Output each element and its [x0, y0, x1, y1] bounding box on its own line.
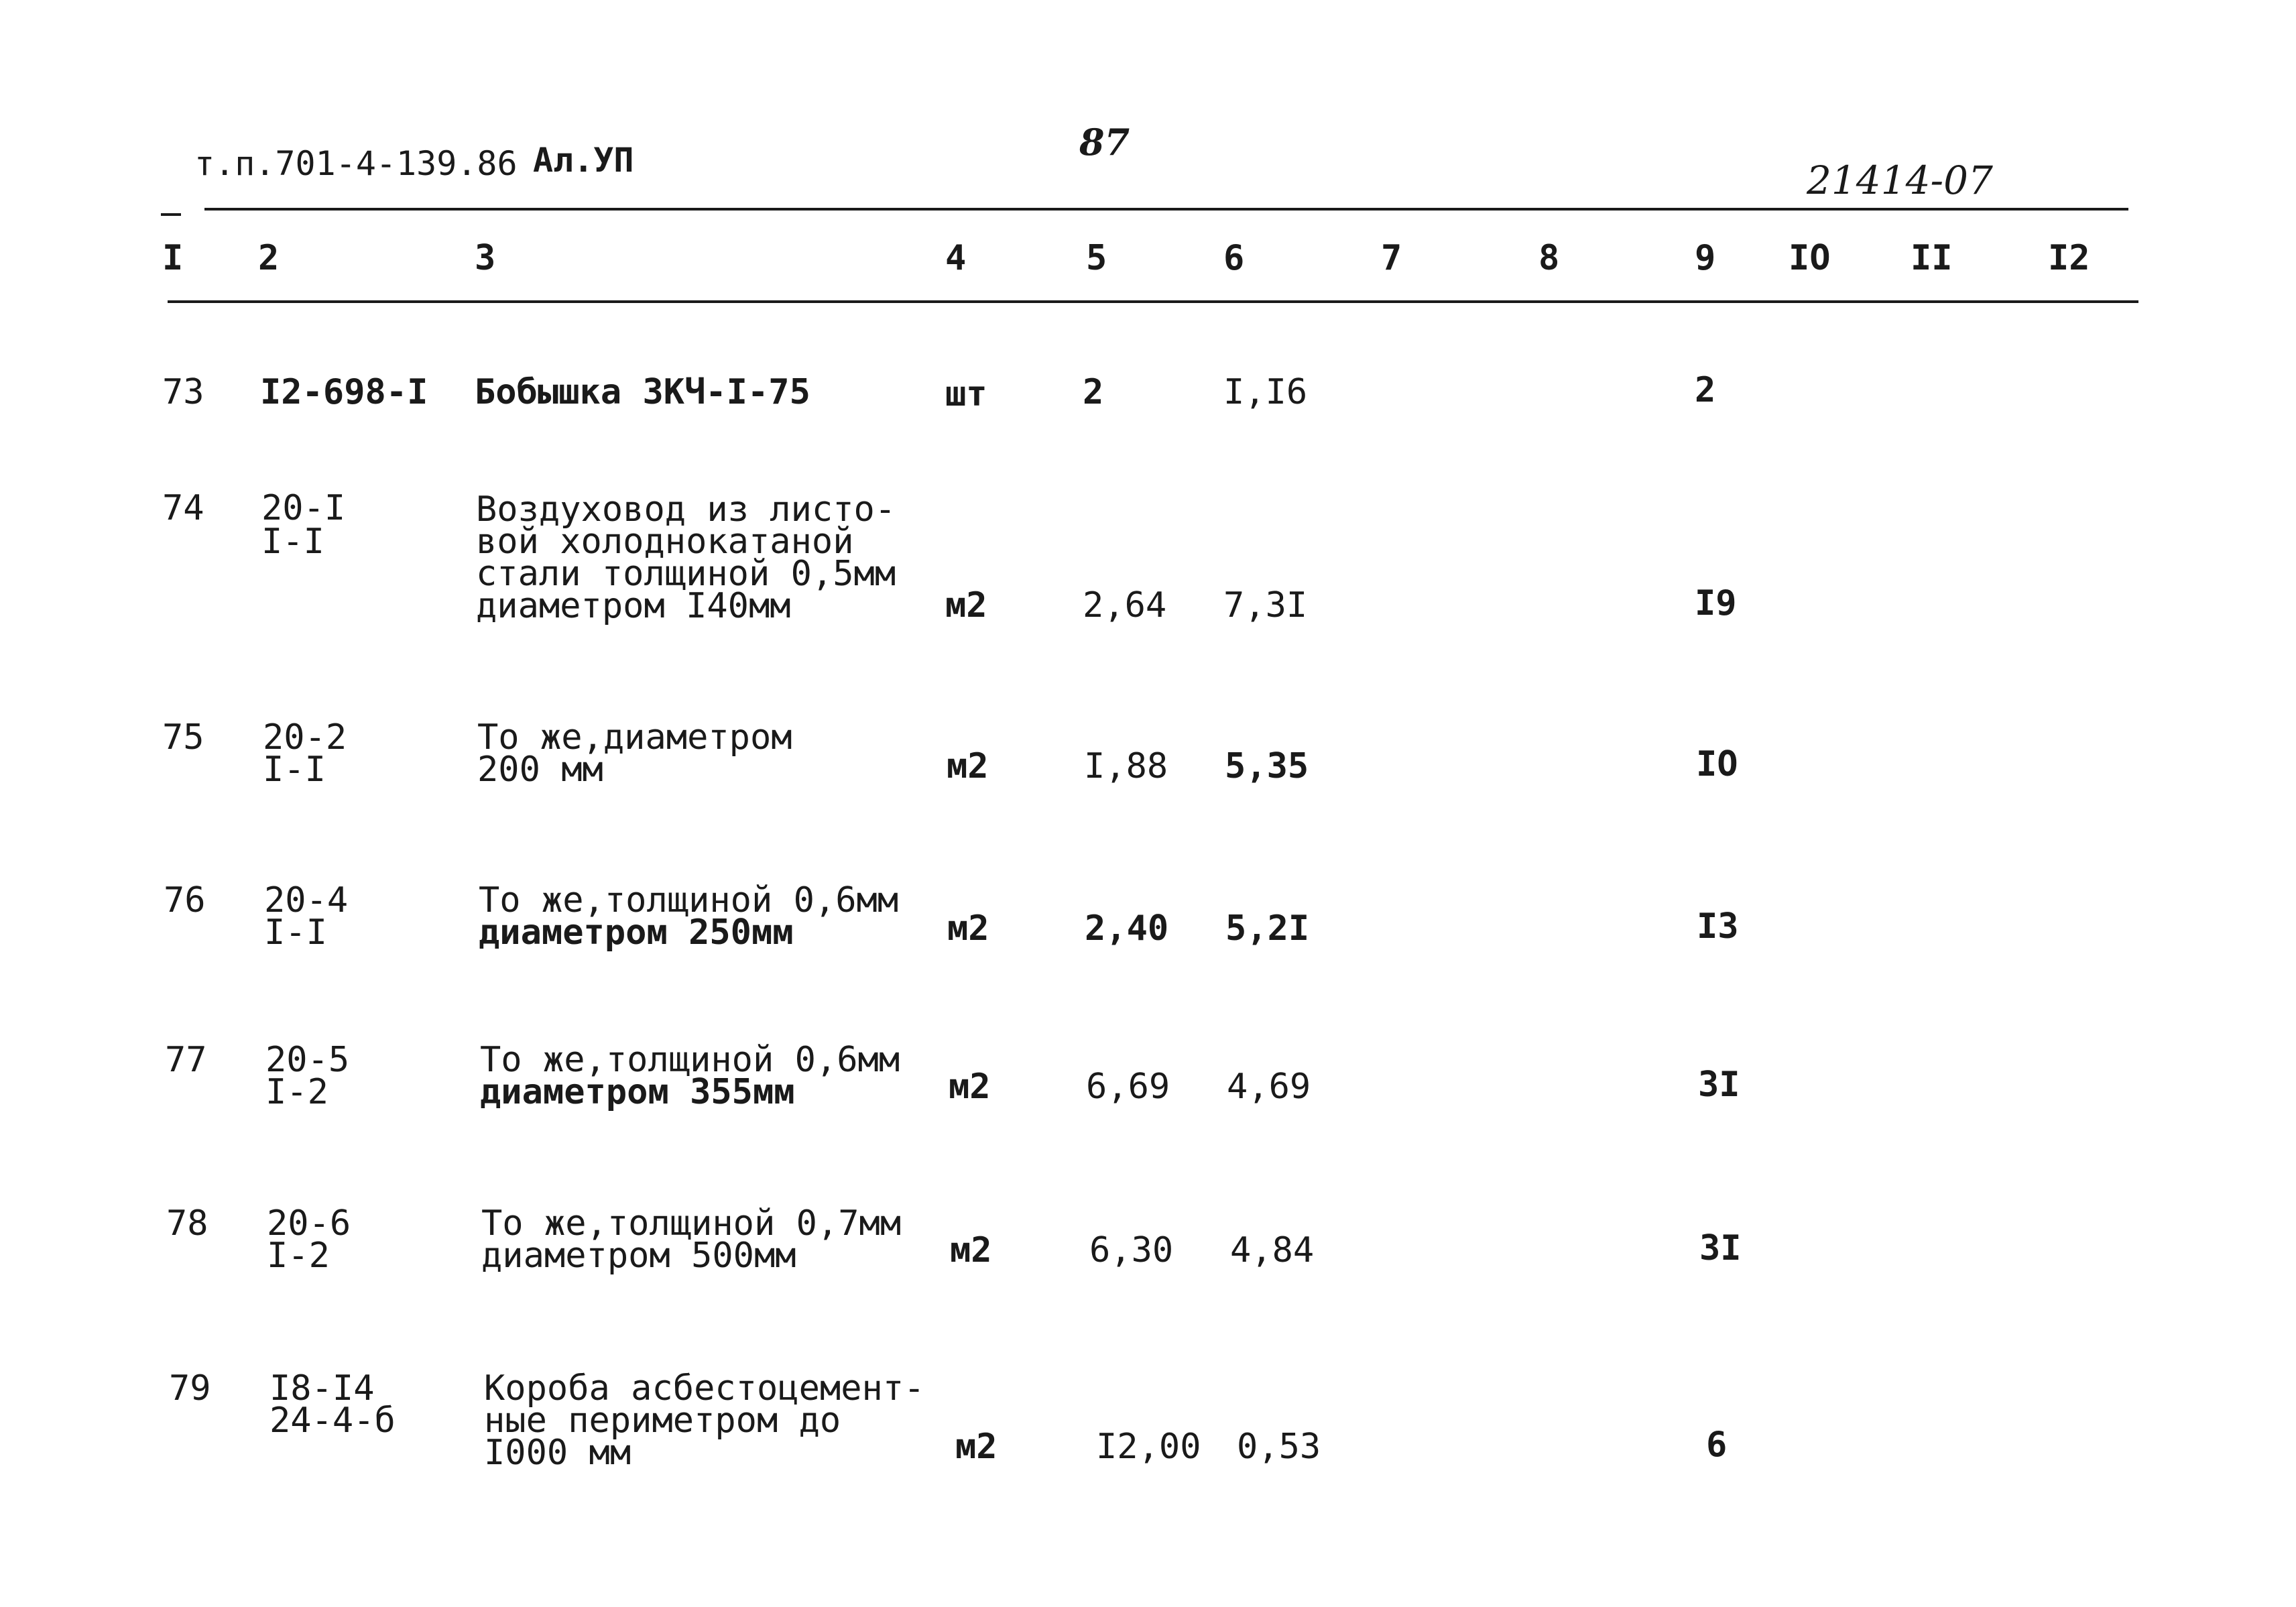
reference-code: I-I	[263, 750, 326, 790]
unit: шт	[945, 374, 987, 414]
unit: м2	[949, 1067, 991, 1107]
divider	[161, 213, 181, 216]
item-description: Бобышка ЗКЧ-I-75	[475, 372, 810, 412]
item-description: ные периметром до	[484, 1401, 841, 1441]
item-description: То же,толщиной 0,6мм	[480, 1040, 900, 1080]
reference-code: I8-I4	[269, 1368, 375, 1409]
column-header: I2	[2048, 238, 2090, 278]
reference-code: 20-4	[264, 880, 349, 920]
quantity: I,88	[1084, 746, 1168, 786]
divider	[168, 300, 2138, 303]
item-description: диаметром I40мм	[476, 586, 791, 626]
reference-code: I-2	[265, 1072, 328, 1112]
unit: м2	[945, 585, 987, 626]
reference-code: I-I	[264, 912, 327, 953]
reference-code: 20-I	[261, 488, 346, 528]
item-description: I000 мм	[484, 1433, 631, 1473]
quantity: 2,64	[1083, 585, 1167, 626]
quantity: 2	[1083, 372, 1104, 412]
item-description: То же,толщиной 0,6мм	[479, 880, 899, 920]
item-description: То же,диаметром	[477, 717, 792, 758]
item-description: То же,толщиной 0,7мм	[481, 1203, 902, 1244]
reference-code: I-2	[267, 1236, 330, 1276]
unit: м2	[947, 746, 989, 786]
column-6-value: 0,53	[1237, 1427, 1321, 1467]
quantity: 6,30	[1089, 1230, 1174, 1270]
item-description: диаметром 355мм	[480, 1072, 795, 1112]
column-6-value: I,I6	[1223, 372, 1308, 412]
reference-code: I-I	[261, 522, 324, 562]
row-number: 77	[165, 1040, 207, 1080]
column-header: II	[1911, 238, 1953, 278]
unit: м2	[947, 908, 989, 949]
column-header: 3	[475, 238, 496, 278]
item-description: диаметром 250мм	[479, 912, 794, 953]
document-code: т.п.701-4-139.86	[194, 144, 518, 183]
page-number: 87	[1079, 121, 1130, 164]
item-description: Воздуховод из листо-	[476, 489, 896, 530]
column-header: I	[162, 238, 184, 278]
column-header: 8	[1538, 238, 1560, 278]
column-9-value: 6	[1706, 1425, 1728, 1465]
column-header: 9	[1695, 238, 1716, 278]
item-description: 200 мм	[477, 750, 603, 790]
column-6-value: 5,35	[1225, 746, 1309, 786]
column-9-value: 3I	[1699, 1228, 1742, 1268]
reference-code: 20-5	[265, 1040, 350, 1080]
reference-code: 24-4-б	[269, 1401, 396, 1441]
quantity: 2,40	[1085, 908, 1169, 949]
column-header: 6	[1223, 238, 1245, 278]
column-6-value: 7,3I	[1223, 585, 1308, 626]
column-9-value: IO	[1696, 744, 1738, 784]
item-description: стали толщиной 0,5мм	[476, 554, 896, 594]
sheet-label: Ал.УП	[533, 141, 634, 180]
item-description: диаметром 500мм	[481, 1236, 796, 1276]
reference-code: 20-2	[263, 717, 347, 758]
quantity: 6,69	[1086, 1067, 1170, 1107]
divider	[204, 208, 2128, 211]
row-number: 73	[162, 372, 204, 412]
column-9-value: I9	[1695, 583, 1737, 623]
row-number: 74	[162, 488, 204, 528]
unit: м2	[950, 1230, 992, 1270]
quantity: I2,00	[1096, 1427, 1201, 1467]
reference-code: I2-698-I	[260, 372, 428, 412]
column-header: 5	[1086, 238, 1107, 278]
column-6-value: 4,69	[1227, 1067, 1311, 1107]
column-9-value: I3	[1697, 906, 1739, 947]
column-6-value: 4,84	[1230, 1230, 1315, 1270]
column-header: 7	[1381, 238, 1402, 278]
column-header: 2	[258, 238, 280, 278]
column-header: 4	[945, 238, 967, 278]
row-number: 79	[169, 1368, 211, 1409]
column-9-value: 3I	[1698, 1065, 1740, 1105]
unit: м2	[955, 1427, 998, 1467]
item-description: Короба асбестоцемент-	[484, 1368, 925, 1409]
reference-code: 20-6	[267, 1203, 351, 1244]
inventory-number: 21414-07	[1807, 158, 1993, 203]
column-9-value: 2	[1695, 370, 1716, 410]
row-number: 78	[166, 1203, 208, 1244]
column-6-value: 5,2I	[1225, 908, 1310, 949]
row-number: 76	[164, 880, 206, 920]
row-number: 75	[162, 717, 204, 758]
item-description: вой холоднокатаной	[476, 522, 854, 562]
column-header: IO	[1789, 238, 1831, 278]
